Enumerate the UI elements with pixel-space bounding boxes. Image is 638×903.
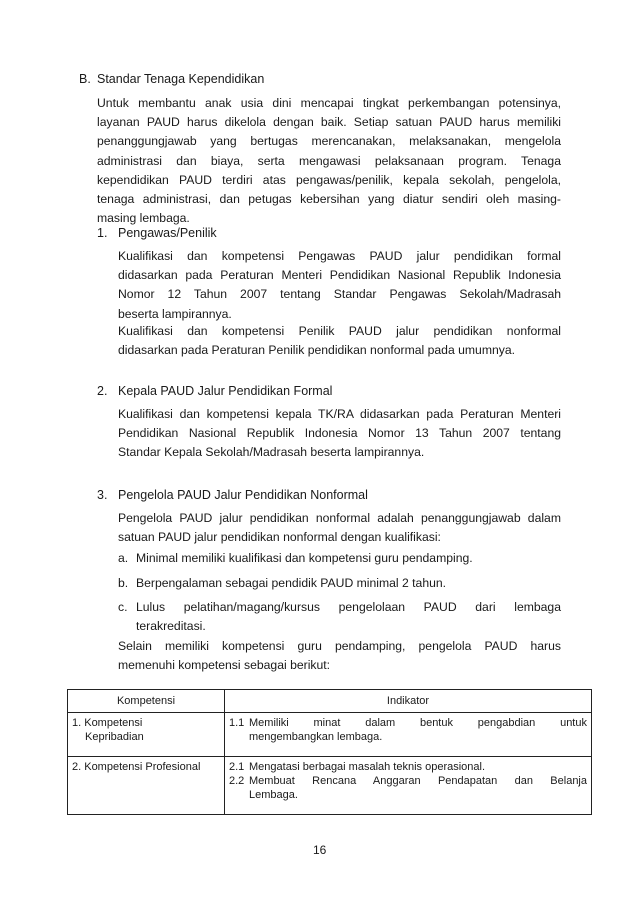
item1-para1-line: beserta lampirannya. xyxy=(118,306,232,321)
item1-para1-line: didasarkan pada Peraturan Menteri Pendidikan Nasional Republik Indonesia xyxy=(118,268,561,283)
competency-table xyxy=(67,689,592,815)
item3-marker: 3. xyxy=(97,488,108,502)
indicator-item xyxy=(229,760,587,774)
indicator-line: Mengatasi berbagai masalah teknis operasional. xyxy=(249,761,486,773)
intro-line: tenaga administrasi, dan petugas kebersihan yang diatur sendiri oleh masing- xyxy=(97,192,561,207)
table-header-kompetensi: Kompetensi xyxy=(68,690,225,713)
sub-b-text: Berpengalaman sebagai pendidik PAUD minimal 2 tahun. xyxy=(136,576,447,590)
competency-line: 1. Kompetensi xyxy=(72,717,143,729)
intro-line: masing lembaga. xyxy=(97,211,190,226)
item1-para1-line: Nomor 12 Tahun 2007 tentang Standar Pengawas Sekolah/Madrasah xyxy=(118,287,561,302)
sub-c-line: Lulus pelatihan/magang/kursus pengelolaan PAUD dari lembaga xyxy=(136,600,561,614)
sub-a-text: Minimal memiliki kualifikasi dan kompetensi guru pendamping. xyxy=(136,551,473,565)
sub-c-marker: c. xyxy=(118,600,128,614)
competency-cell xyxy=(68,713,225,757)
intro-line: layanan PAUD harus dikelola dengan baik. Setiap satuan PAUD harus memiliki xyxy=(97,115,561,130)
indicator-line: Membuat Rencana Anggaran Pendapatan dan Belanja xyxy=(249,775,587,787)
table-row xyxy=(68,757,592,815)
item1-para2 xyxy=(118,322,561,360)
item2-para-line: Pendidikan Nasional Republik Indonesia Nomor 13 Tahun 2007 tentang xyxy=(118,426,561,441)
item2-title: Kepala PAUD Jalur Pendidikan Formal xyxy=(118,384,333,398)
intro-line: kependidikan PAUD terdiri atas pengawas/penilik, kepala sekolah, pengelola, xyxy=(97,172,561,187)
section-b-title: Standar Tenaga Kependidikan xyxy=(97,72,265,86)
intro-line: administrasi dan biaya, serta mengawasi pelaksanaan program. Tenaga xyxy=(97,153,561,168)
indicator-item xyxy=(229,774,587,802)
section-b-marker: B. xyxy=(79,72,91,86)
competency-line: 2. Kompetensi Profesional xyxy=(72,761,201,773)
item3-closing-line: Selain memiliki kompetensi guru pendamping, pengelola PAUD harus xyxy=(118,639,561,653)
sub-c-text xyxy=(136,598,561,636)
indicator-item xyxy=(229,716,587,744)
table-header-indikator: Indikator xyxy=(225,690,592,713)
item2-para-line: Kualifikasi dan kompetensi kepala TK/RA didasarkan pada Peraturan Menteri xyxy=(118,407,561,421)
indicator-line: Lembaga. xyxy=(249,789,298,801)
item3-closing-line: memenuhi kompetensi sebagai berikut: xyxy=(118,658,331,673)
table-header-row xyxy=(68,690,592,713)
table-row xyxy=(68,713,592,757)
indicator-line: mengembangkan lembaga. xyxy=(249,731,383,743)
item3-closing xyxy=(118,637,561,675)
item2-marker: 2. xyxy=(97,384,108,398)
indicator-cell xyxy=(225,713,592,757)
indicator-number: 2.2 xyxy=(229,775,245,787)
page-number: 16 xyxy=(313,843,327,857)
item1-title: Pengawas/Penilik xyxy=(118,226,217,240)
indicator-line: Memiliki minat dalam bentuk pengabdian untuk xyxy=(249,717,587,729)
item3-para-line: satuan PAUD jalur pendidikan nonformal dengan kualifikasi: xyxy=(118,530,441,545)
indicator-number: 1.1 xyxy=(229,717,245,729)
competency-line: Kepribadian xyxy=(85,731,144,743)
item3-title: Pengelola PAUD Jalur Pendidikan Nonformal xyxy=(118,488,368,502)
item1-marker: 1. xyxy=(97,226,108,240)
item3-para xyxy=(118,509,561,547)
sub-c-line: terakreditasi. xyxy=(136,619,206,634)
intro-line: penanggungjawab yang bertugas merencanakan, melaksanakan, mengelola xyxy=(97,134,561,149)
section-b-intro xyxy=(97,94,561,228)
item3-para-line: Pengelola PAUD jalur pendidikan nonformal adalah penanggungjawab dalam xyxy=(118,511,561,525)
item1-para1 xyxy=(118,247,561,324)
sub-b-marker: b. xyxy=(118,576,129,590)
item2-para xyxy=(118,405,561,463)
item2-para-line: Standar Kepala Sekolah/Madrasah beserta lampirannya. xyxy=(118,445,425,460)
indicator-cell xyxy=(225,757,592,815)
item1-para1-line: Kualifikasi dan kompetensi Pengawas PAUD jalur pendidikan formal xyxy=(118,249,561,263)
competency-cell xyxy=(68,757,225,815)
indicator-number: 2.1 xyxy=(229,761,245,773)
intro-line: Untuk membantu anak usia dini mencapai tingkat perkembangan potensinya, xyxy=(97,96,561,110)
item1-para2-line: Kualifikasi dan kompetensi Penilik PAUD jalur pendidikan nonformal xyxy=(118,324,561,338)
sub-a-marker: a. xyxy=(118,551,129,565)
item1-para2-line: didasarkan pada Peraturan Penilik pendidikan nonformal pada umumnya. xyxy=(118,343,516,358)
